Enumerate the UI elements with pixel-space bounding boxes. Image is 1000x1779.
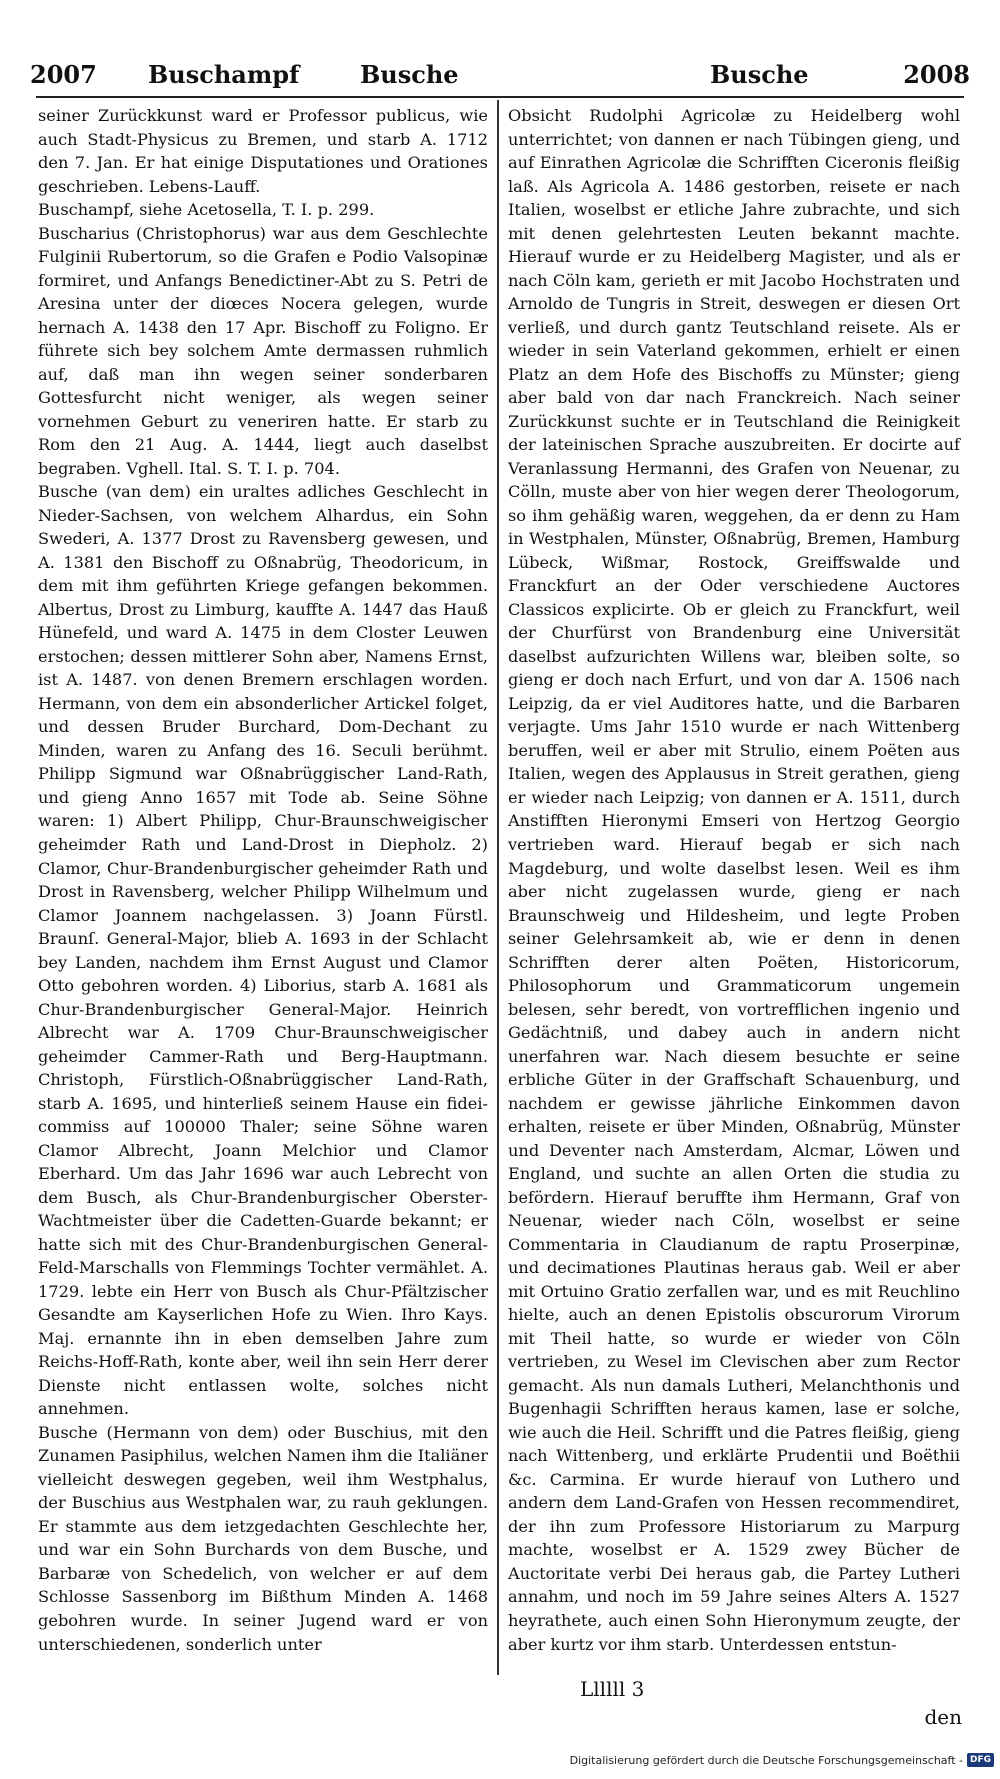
header-keyword-left-1: Buschampf bbox=[148, 60, 300, 89]
digitization-footer bbox=[570, 1749, 994, 1771]
entry-paragraph: Buschampf, siehe Acetosella, T. I. p. 299. bbox=[38, 200, 375, 220]
running-header bbox=[30, 60, 970, 94]
page-number-right: 2008 bbox=[903, 60, 970, 89]
left-column bbox=[38, 104, 488, 1656]
page-number-left: 2007 bbox=[30, 60, 97, 89]
column-divider bbox=[497, 100, 499, 1675]
header-keyword-right: Busche bbox=[710, 60, 809, 89]
header-rule bbox=[36, 96, 964, 98]
entry-paragraph: Busche (van dem) ein uraltes adliches Geschlecht in Nieder-Sachsen, von welchem Alhardus, ein Sohn Swederi, A. 1377 Drost zu Ravensberg gewesen, und A. 1381 den Bischoff zu Oßnabrüg, Theodoricum, in dem mit ihm geführten Kriege gefangen bekommen. Albertus, Drost zu Limburg, kauffte A. 1447 das Hauß Hünefeld, und ward A. 1475 in dem Closter Leuwen erstochen; dessen mittlerer Sohn aber, Namens Ernst, ist A. 1487. von denen Bremern erschlagen worden. Hermann, von dem ein absonderlicher Artickel folget, und dessen Bruder Burchard, Dom-Dechant zu Minden, waren zu Anfang des 16. Seculi berühmt. Philipp Sigmund war Oßnabrüggischer Land-Rath, und gieng Anno 1657 mit Tode ab. Seine Söhne waren: 1) Albert Philipp, Chur-Braunschweigischer geheimder Rath und Land-Drost in Diepholz. 2) Clamor, Chur-Brandenburgischer geheimder Rath und Drost in Ravensberg, welcher Philipp Wilhelmum und Clamor Joannem nachgelassen. 3) Joann Fürstl. Braunſ. General-Major, blieb A. 1693 in der Schlacht bey Landen, nachdem ihm Ernst August und Clamor Otto gebohren worden. 4) Liborius, starb A. 1681 als Chur-Brandenburgischer General-Major. Heinrich Albrecht war A. 1709 Chur-Braunschweigischer geheimder Cammer-Rath und Berg-Hauptmann. Christoph, Fürstlich-Oßnabrüggischer Land-Rath, starb A. 1695, und hinterließ seinem Hause ein fidei-commiss auf 100000 Thaler; seine Söhne waren Clamor Albrecht, Joann Melchior und Clamor Eberhard. Um das Jahr 1696 war auch Lebrecht von dem Busch, als Chur-Brandenburgischer Oberster-Wachtmeister über die Cadetten-Guarde bekannt; er hatte sich mit des Chur-Brandenburgischen General-Feld-Marschalls von Flemmings Tochter vermählet. A. 1729. lebte ein Herr von Busch als Chur-Pfältzischer Gesandte am Kayserlichen Hofe zu Wien. Ihro Kays. Maj. ernannte ihn in eben demselben Jahre zum Reichs-Hoff-Rath, konte aber, weil ihn sein Herr derer Dienste nicht entlassen wolte, solches nicht annehmen. bbox=[38, 482, 488, 1419]
entry-paragraph: Busche (Hermann von dem) oder Buschius, mit den Zunamen Pasiphilus, welchen Namen ihm die Italiäner vielleicht deswegen gegeben, weil ihm Westphalus, der Buschius aus Westphalen war, zu rauh geklungen. Er stammte aus dem ietzgedachten Geschlechte her, und war ein Sohn Burchards von dem Busche, und Barbaræ von Schedelich, von welcher er auf dem Schlosse Sassenborg im Bißthum Minden A. 1468 gebohren wurde. In seiner Jugend ward er von unterschiedenen, sonderlich unter bbox=[38, 1422, 488, 1654]
right-column bbox=[508, 104, 960, 1656]
dfg-logo-icon: DFG bbox=[967, 1753, 994, 1767]
signature-mark: Llllll 3 bbox=[580, 1677, 645, 1701]
entry-paragraph: Buscharius (Christophorus) war aus dem Geschlechte Fulginii Rubertorum, so die Grafen e Podio Valsopinæ formiret, und Anfangs Benedictiner-Abt zu S. Petri de Aresina unter der diœces Nocera gelegen, wurde hernach A. 1438 den 17 Apr. Bischoff zu Foligno. Er führete sich bey solchem Amte dermassen ruhmlich auf, daß man ihn wegen seiner sonderbaren Gottesfurcht nicht weniger, als wegen seiner vornehmen Geburt zu veneriren hatte. Er starb zu Rom den 21 Aug. A. 1444, liegt auch daselbst begraben. Vghell. Ital. S. T. I. p. 704. bbox=[38, 223, 488, 478]
catchword: den bbox=[924, 1705, 962, 1729]
header-keyword-left-2: Busche bbox=[360, 60, 459, 89]
footer-text: Digitalisierung gefördert durch die Deutsche Forschungsgemeinschaft - bbox=[569, 1753, 963, 1767]
entry-paragraph: seiner Zurückkunst ward er Professor publicus, wie auch Stadt-Physicus zu Bremen, und starb A. 1712 den 7. Jan. Er hat einige Disputationes und Orationes geschrieben. Lebens-Lauff. bbox=[38, 106, 488, 196]
entry-paragraph: Obsicht Rudolphi Agricolæ zu Heidelberg wohl unterrichtet; von dannen er nach Tübingen gieng, und auf Einrathen Agricolæ die Schrifften Ciceronis fleißig laß. Als Agricola A. 1486 gestorben, reisete er nach Italien, woselbst er etliche Jahre zubrachte, und sich mit denen gelehrtesten Leuten bekannt machte. Hierauf wurde er zu Heidelberg Magister, und als er nach Cöln kam, gerieth er mit Jacobo Hochstraten und Arnoldo de Tungris in Streit, deswegen er diesen Ort verließ, und durch gantz Teutschland reisete. Als er wieder in sein Vaterland gekommen, erhielt er einen Platz an dem Hofe des Bischoffs zu Münster; gieng aber bald von dar nach Franckreich. Nach seiner Zurückkunst suchte er in Teutschland die Reinigkeit der lateinischen Sprache auszubreiten. Er docirte auf Veranlassung Hermanni, des Grafen von Neuenar, zu Cölln, muste aber von hier wegen derer Theologorum, so ihm gehäßig waren, weggehen, da er denn zu Ham in Westphalen, Münster, Oßnabrüg, Bremen, Hamburg Lübeck, Wißmar, Rostock, Greiffswalde und Franckfurt an der Oder verschiedene Auctores Classicos explicirte. Ob er gleich zu Franckfurt, weil der Churfürst von Brandenburg eine Universität daselbst aufzurichten Willens war, bleiben solte, so gieng er doch nach Erfurt, und von dar A. 1506 nach Leipzig, da er viel Auditores hatte, und die Barbaren verjagte. Ums Jahr 1510 wurde er nach Wittenberg beruffen, weil er aber mit Strulio, einem Poëten aus Italien, wegen des Applausus in Streit gerathen, gieng er wieder nach Leipzig; von dannen er A. 1511, durch Anstifften Hieronymi Emseri von Hertzog Georgio vertrieben ward. Hierauf begab er sich nach Magdeburg, und wolte daselbst lesen. Weil es ihm aber nicht zugelassen wurde, gieng er nach Braunschweig und Hildesheim, und legte Proben seiner Gelehrsamkeit ab, wie er denn in denen Schrifften derer alten Poëten, Historicorum, Philosophorum und Grammaticorum ungemein belesen, sehr beredt, von vortrefflichen ingenio und Gedächtniß, und dabey auch in andern nicht unerfahren war. Nach diesem besuchte er seine erbliche Güter in der Graffschaft Schauenburg, und nachdem er gewisse jährliche Einkommen davon erhalten, reisete er über Minden, Oßnabrüg, Münster und Deventer nach Amsterdam, Alcmar, Löwen und England, und suchte an allen Orten die studia zu befördern. Hierauf beruffte ihm Hermann, Graf von Neuenar, wieder nach Cöln, woselbst er seine Commentaria in Claudianum de raptu Proserpinæ, und decimationes Plautinas heraus gab. Weil er aber mit Ortuino Gratio zerfallen war, und es mit Reuchlino hielte, auch an denen Epistolis obscurorum Virorum mit Theil hatte, so wurde er wieder von Cöln vertrieben, zu Wesel im Clevischen aber zum Rector gemacht. Als nun damals Lutheri, Melanchthonis und Bugenhagii Schrifften heraus kamen, lase er solche, wie auch die Heil. Schrifft und die Patres fleißig, gieng nach Wittenberg, und erklärte Prudentii und Boëthii &c. Carmina. Er wurde hierauf von Luthero und andern dem Land-Grafen von Hessen recommendiret, der ihn zum Professore Historiarum zu Marpurg machte, woselbst er A. 1529 zwey Bücher de Auctoritate verbi Dei heraus gab, die Partey Lutheri annahm, und noch im 59 Jahre seines Alters A. 1527 heyrathete, auch einen Sohn Hieronymum zeugte, der aber kurtz vor ihm starb. Unterdessen entstun- bbox=[508, 106, 960, 1654]
